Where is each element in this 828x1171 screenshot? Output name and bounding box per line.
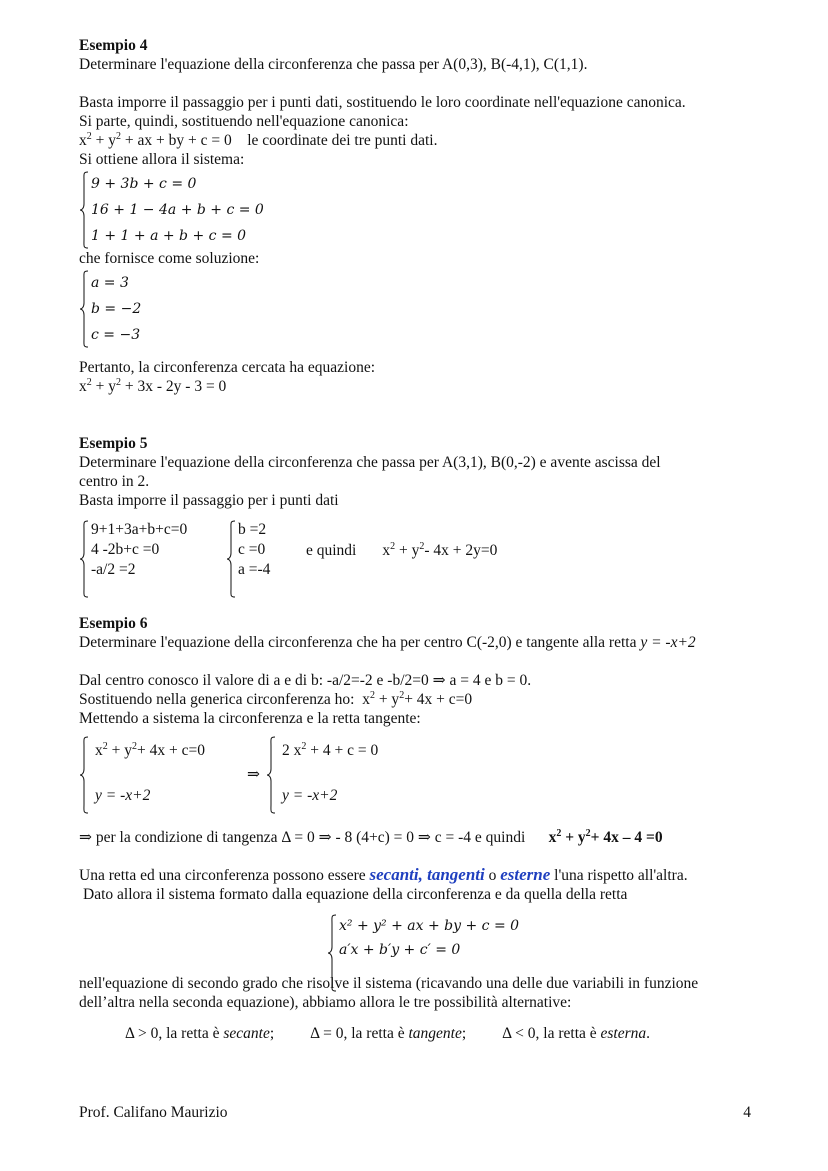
ex6-statement: Determinare l'equazione della circonferenza che ha per centro C(-2,0) e tangente alla retta y = -x+2: [79, 634, 696, 651]
system-row: c = −3: [91, 327, 141, 343]
system-row: 2 $x^2 + 4 + c = 0$: [282, 740, 379, 759]
general-intro: Una retta ed una circonferenza possono essere secanti, tangenti o esterne l'una rispetto all'altra.: [79, 865, 688, 884]
case-secant: Δ > 0, la retta è secante;: [125, 1025, 275, 1042]
system-row: 9 + 3b + c = 0: [91, 176, 197, 192]
ex5-system-b: [226, 520, 288, 580]
ex5-title: Esempio 5: [79, 435, 148, 452]
system-row: $x^2 + y^2+ 4x + c=0$: [95, 740, 205, 759]
system-row: a′x + b′y + c′ = 0: [339, 942, 461, 958]
system-row: a =-4: [238, 561, 271, 578]
system-row: 4 -2b+c =0: [91, 541, 160, 558]
brace-icon: [79, 270, 89, 348]
ex5-systems: [79, 520, 759, 580]
brace-icon: [79, 736, 89, 814]
system-row: b =2: [238, 521, 267, 538]
ex4-p1: Basta imporre il passaggio per i punti dati, sostituendo le loro coordinate nell'equazione canonica.: [79, 94, 686, 111]
ex6-system-b: [266, 736, 428, 812]
implies-arrow: ⇒: [247, 765, 260, 783]
brace-icon: [79, 171, 89, 249]
system-row: b = −2: [91, 301, 142, 317]
brace-icon: [327, 914, 337, 992]
ex5-p1: Basta imporre il passaggio per i punti dati: [79, 492, 339, 509]
ex6-p2: Sostituendo nella generica circonferenza ho: $x^2 + y^2+ 4x + c=0$: [79, 689, 473, 708]
ex5-connector: e quindi: [306, 541, 357, 559]
ex6-system-a: [79, 736, 241, 812]
ex5-result: $x^2 + y^2-$ 4x + 2y=0: [382, 540, 498, 559]
general-system: [327, 914, 529, 962]
ex6-systems: [79, 736, 759, 812]
ex5-statement-2: centro in 2.: [79, 473, 150, 490]
ex4-p5: Pertanto, la circonferenza cercata ha equazione:: [79, 359, 376, 376]
system-row: -a/2 =2: [91, 561, 136, 578]
page-content: [79, 36, 759, 1043]
cases-row: [79, 1024, 759, 1043]
system-row: y = -x+2: [95, 787, 151, 804]
ex5-statement-1: Determinare l'equazione della circonferenza che passa per A(3,1), B(0,-2) e avente ascissa del: [79, 454, 661, 471]
system-row: c =0: [238, 541, 266, 558]
footer-author: Prof. Califano Maurizio: [79, 1104, 228, 1121]
ex4-statement: Determinare l'equazione della circonferenza che passa per A(0,3), B(-4,1), C(1,1).: [79, 56, 588, 73]
ex5-system-a: [79, 520, 216, 580]
footer-page-number: 4: [743, 1104, 751, 1121]
ex4-result: $x^2 + y^2 + 3x - 2y - 3 = 0$: [79, 376, 227, 395]
brace-icon: [79, 520, 89, 598]
case-tangent: Δ = 0, la retta è tangente;: [310, 1025, 467, 1042]
general-p2: Dato allora il sistema formato dalla equazione della circonferenza e da quella della retta: [83, 886, 628, 903]
case-external: Δ < 0, la retta è esterna.: [502, 1025, 651, 1042]
ex6-p1: Dal centro conosco il valore di a e di b: -a/2=-2 e -b/2=0 ⇒ a = 4 e b = 0.: [79, 672, 532, 689]
ex4-p2: Si parte, quindi, sostituendo nell'equazione canonica:: [79, 113, 409, 130]
ex4-system-1: [79, 171, 291, 249]
system-row: x² + y² + ax + by + c = 0: [339, 918, 520, 934]
system-row: 1 + 1 + a + b + c = 0: [91, 228, 247, 244]
ex4-canonical-eq: $x^2 + y^2$ + ax + by + c = 0 le coordinate dei tre punti dati.: [79, 130, 438, 149]
ex4-p3: Si ottiene allora il sistema:: [79, 151, 245, 168]
ex6-title: Esempio 6: [79, 615, 148, 632]
page-footer: [79, 1103, 751, 1122]
system-row: 16 + 1 − 4a + b + c = 0: [91, 202, 264, 218]
system-row: 9+1+3a+b+c=0: [91, 521, 188, 538]
brace-icon: [226, 520, 236, 598]
system-row: a = 3: [91, 275, 129, 291]
ex6-p3: Mettendo a sistema la circonferenza e la retta tangente:: [79, 710, 421, 727]
system-row: y = -x+2: [282, 787, 338, 804]
general-p3: nell'equazione di secondo grado che risolve il sistema (ricavando una delle due variabili in funzione: [79, 975, 699, 992]
ex4-system-2: [79, 270, 191, 348]
brace-icon: [266, 736, 276, 814]
ex4-p4: che fornisce come soluzione:: [79, 250, 260, 267]
ex4-title: Esempio 4: [79, 37, 148, 54]
general-p4: dell’altra nella seconda equazione), abbiamo allora le tre possibilità alternative:: [79, 994, 572, 1011]
ex6-tangency: ⇒ per la condizione di tangenza Δ = 0 ⇒ - 8 (4+c) = 0 ⇒ c = -4 e quindi $x^2 + y^2+ 4x - 4 =0$: [79, 827, 663, 846]
